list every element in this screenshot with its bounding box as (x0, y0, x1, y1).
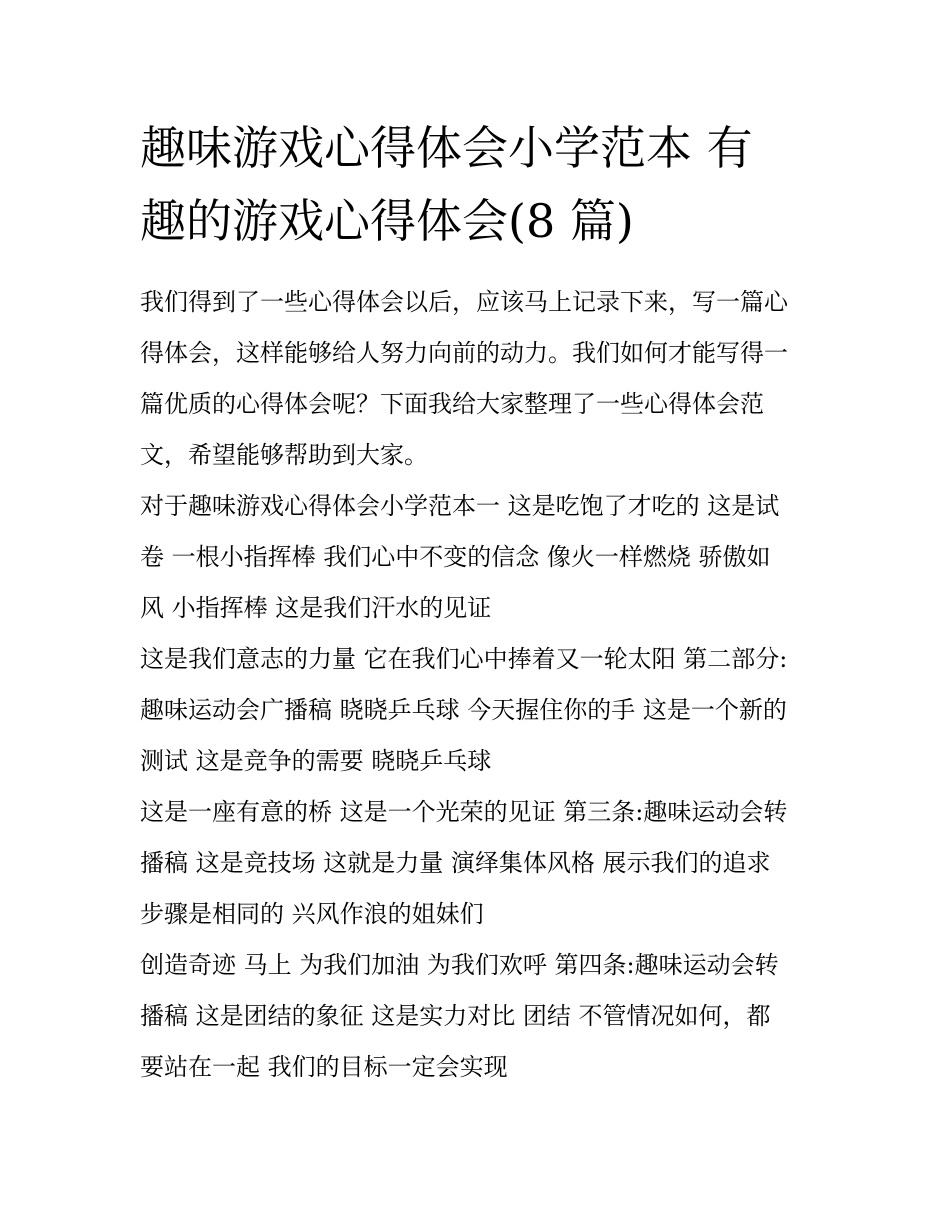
text-line: 播稿 这是竞技场 这就是力量 演绎集体风格 展示我们的追求 (140, 849, 771, 877)
text-line: 要站在一起 我们的目标一定会实现 (140, 1053, 508, 1081)
title-line: 趣味游戏心得体会小学范本 有 (140, 121, 753, 175)
text-line: 创造奇迹 马上 为我们加油 为我们欢呼 第四条:趣味运动会转 (140, 951, 779, 979)
text-line: 测试 这是竞争的需要 晓晓乒乓球 (140, 747, 492, 775)
document-title (140, 112, 815, 258)
document-page (140, 112, 815, 1093)
text-line: 风 小指挥棒 这是我们汗水的见证 (140, 594, 492, 622)
text-line: 文，希望能够帮助到大家。 (140, 441, 428, 469)
text-line: 我们得到了一些心得体会以后，应该马上记录下来，写一篇心 (140, 288, 788, 316)
text-line: 卷 一根小指挥棒 我们心中不变的信念 像火一样燃烧 骄傲如 (140, 543, 771, 571)
text-line: 步骤是相同的 兴风作浪的姐妹们 (140, 900, 484, 928)
text-line: 这是我们意志的力量 它在我们心中捧着又一轮太阳 第二部分: (140, 645, 788, 673)
text-line: 播稿 这是团结的象征 这是实力对比 团结 不管情况如何，都 (140, 1002, 771, 1030)
text-line: 趣味运动会广播稿 晓晓乒乓球 今天握住你的手 这是一个新的 (140, 696, 787, 724)
document-body (140, 277, 815, 1093)
text-line: 得体会，这样能够给人努力向前的动力。我们如何才能写得一 (140, 339, 788, 367)
text-line: 篇优质的心得体会呢？下面我给大家整理了一些心得体会范 (140, 390, 764, 418)
title-line: 趣的游戏心得体会(8 篇) (140, 194, 634, 248)
text-line: 对于趣味游戏心得体会小学范本一 这是吃饱了才吃的 这是试 (140, 492, 780, 520)
text-line: 这是一座有意的桥 这是一个光荣的见证 第三条:趣味运动会转 (140, 798, 788, 826)
